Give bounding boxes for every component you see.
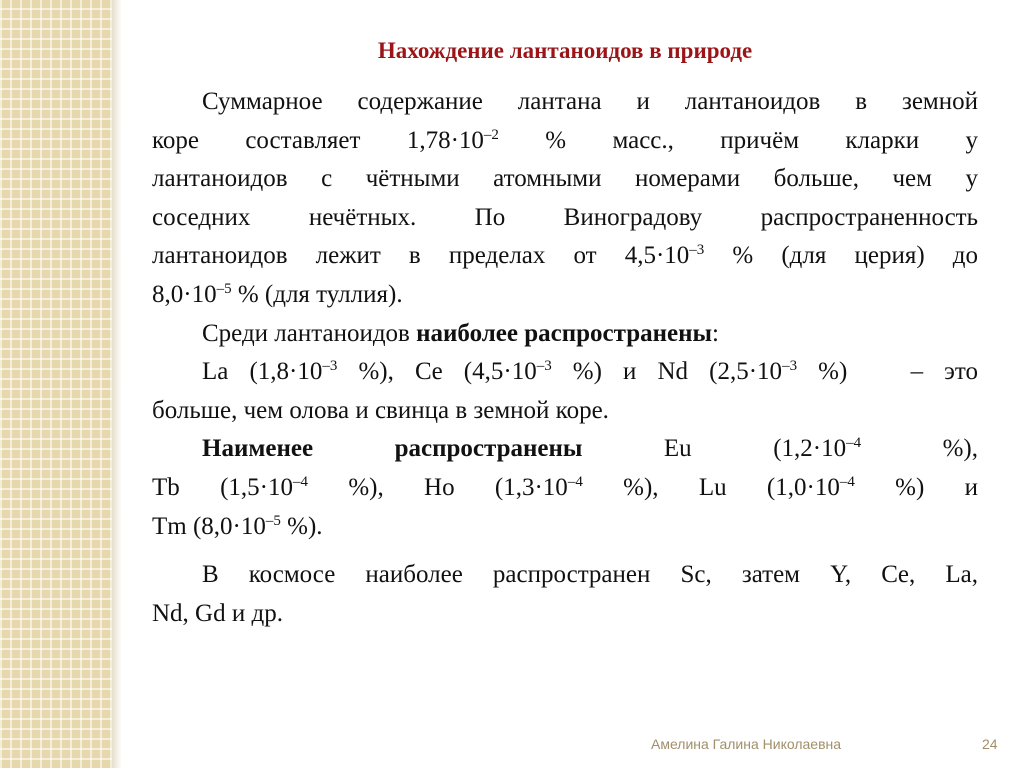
paragraph-line: Среди лантаноидов наиболее распространены: <box>202 319 719 347</box>
paragraph-line: В космосе наиболее распространен Sc, затем Y, Ce, La, <box>202 561 978 589</box>
paragraph-line: Tm ($8,0\cdot 10^{-5}$ %). <box>152 512 323 540</box>
paragraph-line: больше, чем олова и свинца в земной коре. <box>152 396 609 424</box>
paragraph-line: Суммарное содержание лантана и лантаноидов в земной <box>202 88 978 115</box>
slide-title: Нахождение лантаноидов в природе <box>377 38 753 63</box>
paragraph-line: Наименее распространены Eu ($1,2\cdot 10^{-4}$ %), <box>202 435 979 463</box>
paragraph-line: La ($1,8\cdot 10^{-3}$ %), Ce ($4,5\cdot 10^{-3}$ %) и Nd ($2,5\cdot 10^{-3}$ %) – это <box>202 358 978 386</box>
border-shadow <box>112 0 122 768</box>
paragraph-line: Tb ($1,5\cdot 10^{-4}$ %), Ho ($1,3\cdot 10^{-4}$ %), Lu ($1,0\cdot 10^{-4}$ %) и <box>152 473 979 501</box>
page-number: 24 <box>982 736 998 752</box>
slide-body <box>152 83 978 633</box>
paragraph-line: лантаноидов с чётными атомными номерами больше, чем у <box>152 165 978 193</box>
paragraph-line: $8,0\cdot 10^{-5}$ % (для туллия). <box>152 280 403 308</box>
paragraph-line: Nd, Gd и др. <box>152 599 283 627</box>
footer-author: Амелина Галина Николаевна <box>651 736 842 752</box>
decorative-lattice-border <box>0 0 112 768</box>
paragraph-line: лантаноидов лежит в пределах от $4,5\cdot 10^{-3}$ % (для церия) до <box>152 242 978 270</box>
paragraph-line: соседних нечётных. По Виноградову распространенность <box>152 203 978 231</box>
paragraph-line: коре составляет $1,78\cdot 10^{-2}$ % масс., причём кларки у <box>152 126 978 154</box>
